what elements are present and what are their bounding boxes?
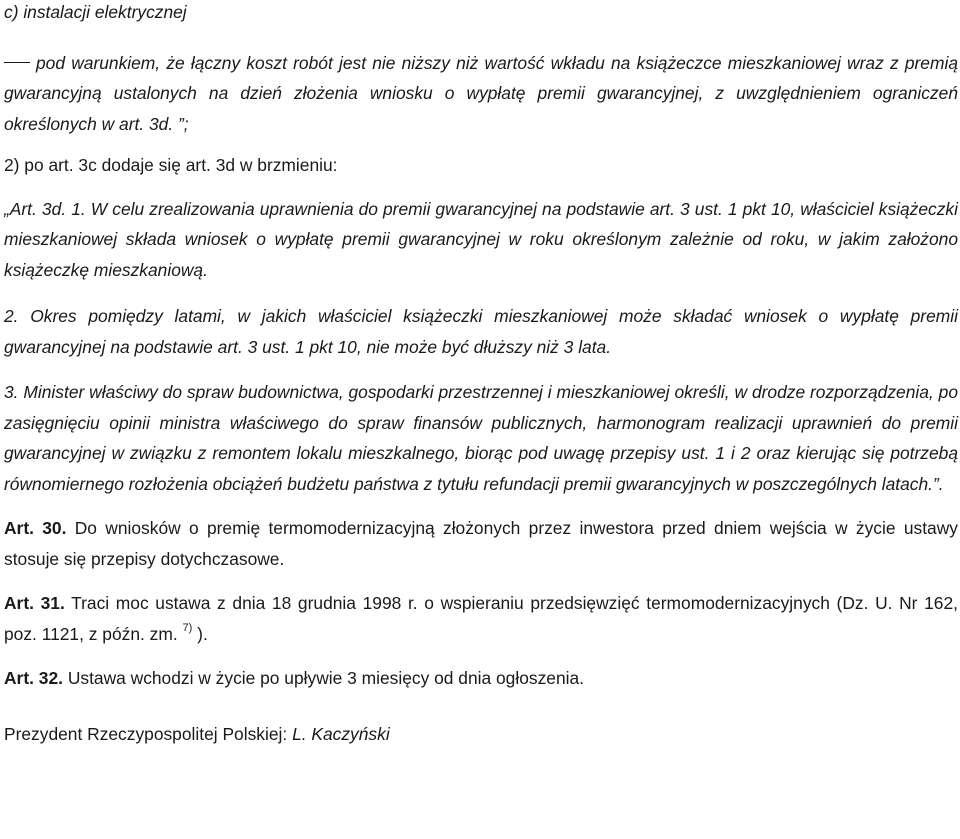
art-3d-paragraph-3 <box>4 377 958 499</box>
article-32-text: Ustawa wchodzi w życie po upływie 3 miesięcy od dnia ogłoszenia. <box>67 668 584 688</box>
list-item-text: c) instalacji elektrycznej <box>4 2 187 22</box>
art-3d-paragraph-1 <box>4 194 958 286</box>
amendment-point-2 <box>4 150 958 181</box>
article-31-label: Art. 31. <box>4 593 65 613</box>
art-3d-text-2: 2. Okres pomiędzy latami, w jakich właściciel książeczki mieszkaniowej może składać wniosek o wypłatę premii gwarancyjnej na podstawie art. 3 ust. 1 pkt 10, nie może być dłuższy niż 3 lata. <box>4 306 958 357</box>
article-32 <box>4 663 958 694</box>
article-30-label: Art. 30. <box>4 518 67 538</box>
art-3d-text-3: 3. Minister właściwy do spraw budownictwa, gospodarki przestrzennej i mieszkaniowej określi, w drodze rozporządzenia, po zasięgnięciu opinii ministra właściwego do spraw finansów publicznych, harmonogram realizacji uprawnień do premii gwarancyjnej w związku z remontem lokalu mieszkalnego, biorąc pod uwagę przepisy ust. 1 i 2 oraz kierując się potrzebą równomiernego rozłożenia obciążeń budżetu państwa z tytułu refundacji premii gwarancyjnych w poszczególnych latach.”. <box>4 382 958 494</box>
footnote-marker: 7) <box>182 621 193 634</box>
article-31 <box>4 588 958 649</box>
art-3d-paragraph-2 <box>4 301 958 362</box>
condition-paragraph <box>4 48 958 140</box>
condition-text: pod warunkiem, że łączny koszt robót jest nie niższy niż wartość wkładu na książeczce mieszkaniowej wraz z premią gwarancyjną ustalonych na dzień złożenia wniosku o wypłatę premii gwarancyjnej, z uwzględnieniem ograniczeń określonych w art. 3d. ”; <box>4 52 958 134</box>
article-30 <box>4 513 958 574</box>
list-item-c <box>4 0 958 28</box>
signature-name: L. Kaczyński <box>292 723 390 744</box>
em-dash-rule <box>4 62 30 63</box>
spacer <box>4 28 958 38</box>
document-page <box>4 0 958 749</box>
amendment-text: 2) po art. 3c dodaje się art. 3d w brzmieniu: <box>4 155 338 175</box>
article-31-tail: ). <box>197 623 208 644</box>
art-3d-text-1: „Art. 3d. 1. W celu zrealizowania uprawnienia do premii gwarancyjnej na podstawie art. 3 ust. 1 pkt 10, właściciel książeczki mieszkaniowej składa wniosek o wypłatę premii gwarancyjnej w roku określonym zależnie od roku, w jakim założono książeczkę mieszkaniową. <box>4 198 958 280</box>
signature-prefix: Prezydent Rzeczypospolitej Polskiej: <box>4 723 288 744</box>
article-30-text: Do wniosków o premię termomodernizacyjną złożonych przez inwestora przed dniem wejścia w życie ustawy stosuje się przepisy dotychczasowe. <box>4 518 958 569</box>
article-32-label: Art. 32. <box>4 668 63 688</box>
article-31-text: Traci moc ustawa z dnia 18 grudnia 1998 r. o wspieraniu przedsięwzięć termomodernizacyjnych (Dz. U. Nr 162, poz. 1121, z późn. zm. <box>4 593 958 644</box>
signature-line <box>4 719 958 750</box>
